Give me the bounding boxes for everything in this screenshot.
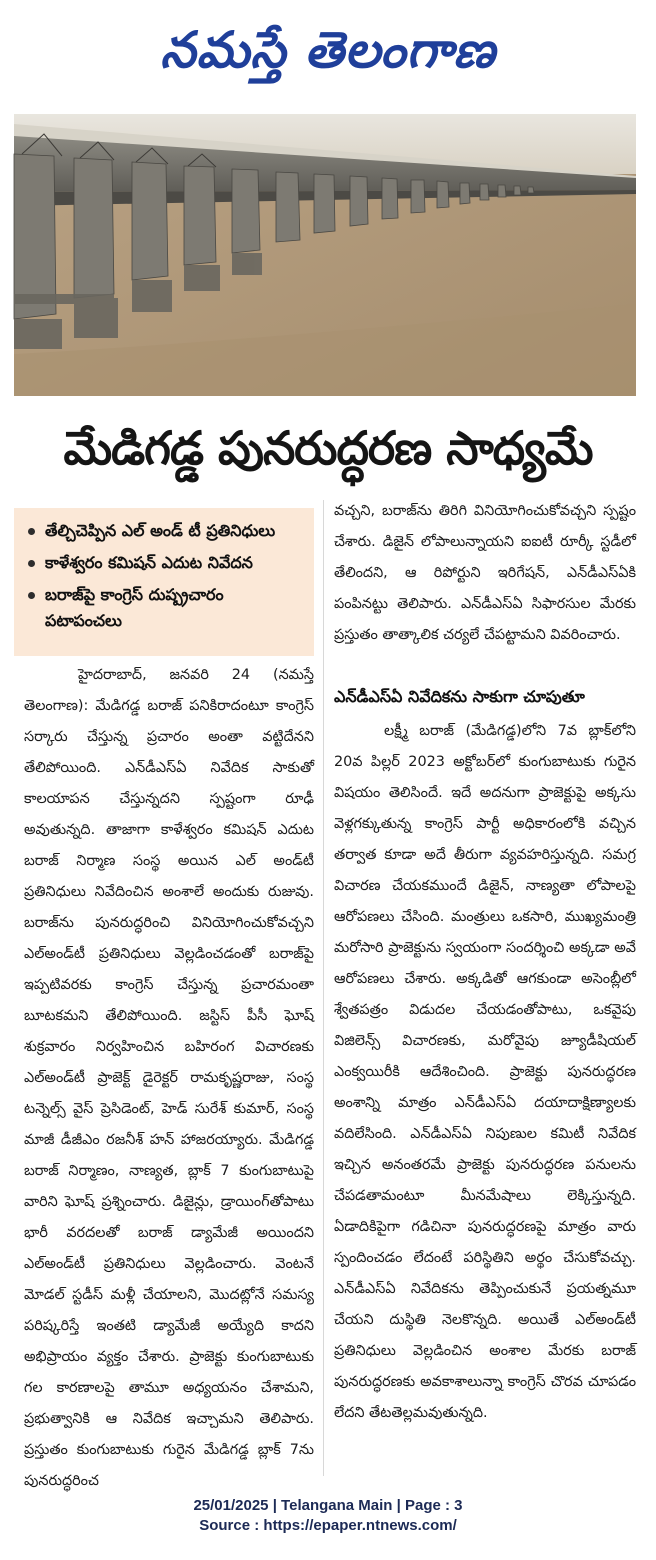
article-paragraph: హైదరాబాద్‌, జనవరి 24 (నమస్తే తెలంగాణ): మేడిగడ్డ బరాజ్‌ పనికిరాదంటూ కాంగ్రెస్‌ సర్కారు చేస్తున్న ప్రచారం అంతా వట్టిదేనని తేలిపోయింది. ఎన్‌డీఎస్‌ఏ నివేదిక సాకుతో కాలయాపన చేస్తున్నదని స్పష్టంగా రూఢీ అవుతున్నది. తాజాగా కాళేశ్వరం కమిషన్‌ ఎదుట బరాజ్‌ నిర్మాణ సంస్థ అయిన ఎల్‌ అండ్‌టీ ప్రతినిధులు నివేదించిన అంశాలే అందుకు రుజువు. బరాజ్‌ను పునరుద్ధరించి వినియోగించుకోవచ్చని ఎల్‌అండ్‌టీ ప్రతినిధులు వెల్లడించడంతో బరాజ్‌పై ఇప్పటివరకు కాంగ్రెస్‌ చేస్తున్న ప్రచారమంతా బూటకమని తేలిపోయింది. జస్టిస్‌ పీసీ ఘోష్‌ శుక్రవారం నిర్వహించిన బహిరంగ విచారణకు ఎల్‌అండ్‌టీ ప్రాజెక్ట్‌ డైరెక్టర్‌ రామకృష్ణరాజు, సంస్థ టన్నెల్స్‌ వైస్‌ ప్రెసిడెంట్‌, హెడ్‌ సురేశ్‌ కుమార్‌, సంస్థ మాజీ డీజీఎం రజనీశ్‌ హన్‌ హాజరయ్యారు. మేడిగడ్డ బరాజ్‌ నిర్మాణం, నాణ్యత, బ్లాక్‌ 7 కుంగుబాటుపై వారిని ఘోష్‌ ప్రశ్నించారు. డిజైన్లు, డ్రాయింగ్‌తోపాటు భారీ వరదలతో బరాజ్‌ డ్యామేజీ అయిందని ఎల్‌అండ్‌టీ ప్రతినిధులు వెల్లడించారు. వెంటనే మోడల్‌ స్టడీస్‌ మళ్లీ చేయాలని, మొదట్లోనే సమస్య పరిష్కరిస్తే ఇంతటి డ్యామేజీ అయ్యేది కాదని అభిప్రాయం వ్యక్తం చేశారు. ప్రాజెక్టు కుంగుబాటుకు గల కారణాలపై తామూ అధ్యయనం చేశామని, ప్రభుత్వానికి ఆ నివేదిక ఇచ్చామని తెలిపారు. ప్రస్తుతం కుంగుబాటుకు గురైన మేడిగడ్డ బ్లాక్‌ 7ను పునరుద్ధరించ (24, 667, 314, 1489)
newspaper-logo: నమస్తే తెలంగాణ (160, 20, 496, 79)
masthead (0, 8, 656, 92)
bullet-icon (28, 560, 35, 567)
column-divider (323, 500, 324, 1476)
article-subheading: ఎన్‌డీఎస్‌ఏ నివేదికను సాకుగా చూపుతూ (334, 687, 585, 706)
highlight-item (22, 550, 306, 576)
highlight-text: బరాజ్‌పై కాంగ్రెస్‌ దుష్ప్రచారం పటాపంచలు (45, 585, 224, 630)
page-footer (0, 1496, 656, 1536)
footer-dateline: 25/01/2025 | Telangana Main | Page : 3 (193, 1497, 463, 1514)
article-column-left (24, 660, 314, 1489)
bullet-icon (28, 592, 35, 599)
barrage-photo (14, 114, 636, 396)
highlight-text: తేల్చిచెప్పిన ఎల్‌ అండ్‌ టీ ప్రతినిధులు (45, 521, 276, 540)
footer-source: Source : https://epaper.ntnews.com/ (199, 1517, 457, 1534)
highlights-box (14, 508, 314, 656)
barrage-photo-illustration (14, 114, 636, 396)
highlight-item (22, 582, 306, 634)
highlight-text: కాళేశ్వరం కమిషన్‌ ఎదుట నివేదన (45, 553, 253, 572)
article-column-right-top: వచ్చని, బరాజ్‌ను తిరిగి వినియోగించుకోవచ్చని స్పష్టం చేశారు. డిజైన్‌ లోపాలున్నాయని ఐఐటీ రూర్కీ స్టడీలో తేలిందని, ఆ రిపోర్టుని ఇరిగేషన్‌, ఎన్‌డీఎస్‌ఏకి పంపినట్టు తెలిపారు. ఎన్‌డీఎస్‌ఏ సిఫారసుల మేరకు ప్రస్తుతం తాత్కాలిక చర్యలే చేపట్టామని వివరించారు. (334, 503, 636, 643)
highlight-item (22, 518, 306, 544)
bullet-icon (28, 528, 35, 535)
article-headline: మేడిగడ్డ పునరుద్ధరణ సాధ్యమే (63, 421, 593, 475)
article-column-right: లక్ష్మీ బరాజ్‌ (మేడిగడ్డ)లోని 7వ బ్లాక్‌లోని 20వ పిల్లర్‌ 2023 అక్టోబర్‌లో కుంగుబాటుకు గురైన విషయం తెలిసిందే. ఇదే అదనుగా ప్రాజెక్టుపై అక్కసు వెళ్లగక్కుతున్న కాంగ్రెస్‌ పార్టీ అధికారంలోకి వచ్చిన తర్వాత కూడా అదే తీరుగా వ్యవహరిస్తున్నది. సమగ్ర విచారణ చేయకముందే డిజైన్‌, నాణ్యతా లోపాలపై ఆరోపణలు చేసింది. మంత్రులు ఒకసారి, ముఖ్యమంత్రి మరోసారి ప్రాజెక్టును స్వయంగా సందర్శించి అక్కడా అవే ఆరోపణలు చేశారు. అక్కడితో ఆగకుండా అసెంబ్లీలో శ్వేతపత్రం విడుదల చేయడంతోపాటు, ఒకవైపు విజిలెన్స్‌ విచారణకు, మరోవైపు జ్యూడీషియల్‌ ఎంక్వయిరీకి ఆదేశించింది. ప్రాజెక్టు పునరుద్ధరణ అంశాన్ని మాత్రం ఎన్‌డీఎస్‌ఏ దయాదాక్షిణ్యాలకు వదిలేసింది. ఎన్‌డీఎస్‌ఏ నిపుణుల కమిటీ నివేదిక ఇచ్చిన అనంతరమే ప్రాజెక్టు పునరుద్ధరణ పనులను చేపడతామంటూ మీనమేషాలు లెక్కిస్తున్నది. ఏడాదికిపైగా గడిచినా పునరుద్ధరణపై మాత్రం వారు స్పందించడం లేదంటే పరిస్థితిని అర్థం చేసుకోవచ్చు. ఎన్‌డీఎస్‌ఏ నివేదికను తెప్పించుకునే ప్రయత్నమూ చేయని దుస్థితి నెలకొన్నది. అయితే ఎల్‌అండ్‌టీ ప్రతినిధులు వెల్లడించిన అంశాల మేరకు బరాజ్‌ పునరుద్ధరణకు అవకాశాలున్నా కాంగ్రెస్‌ చొరవ చూపడం లేదని తేటతెల్లమవుతున్నది. (334, 723, 636, 1421)
